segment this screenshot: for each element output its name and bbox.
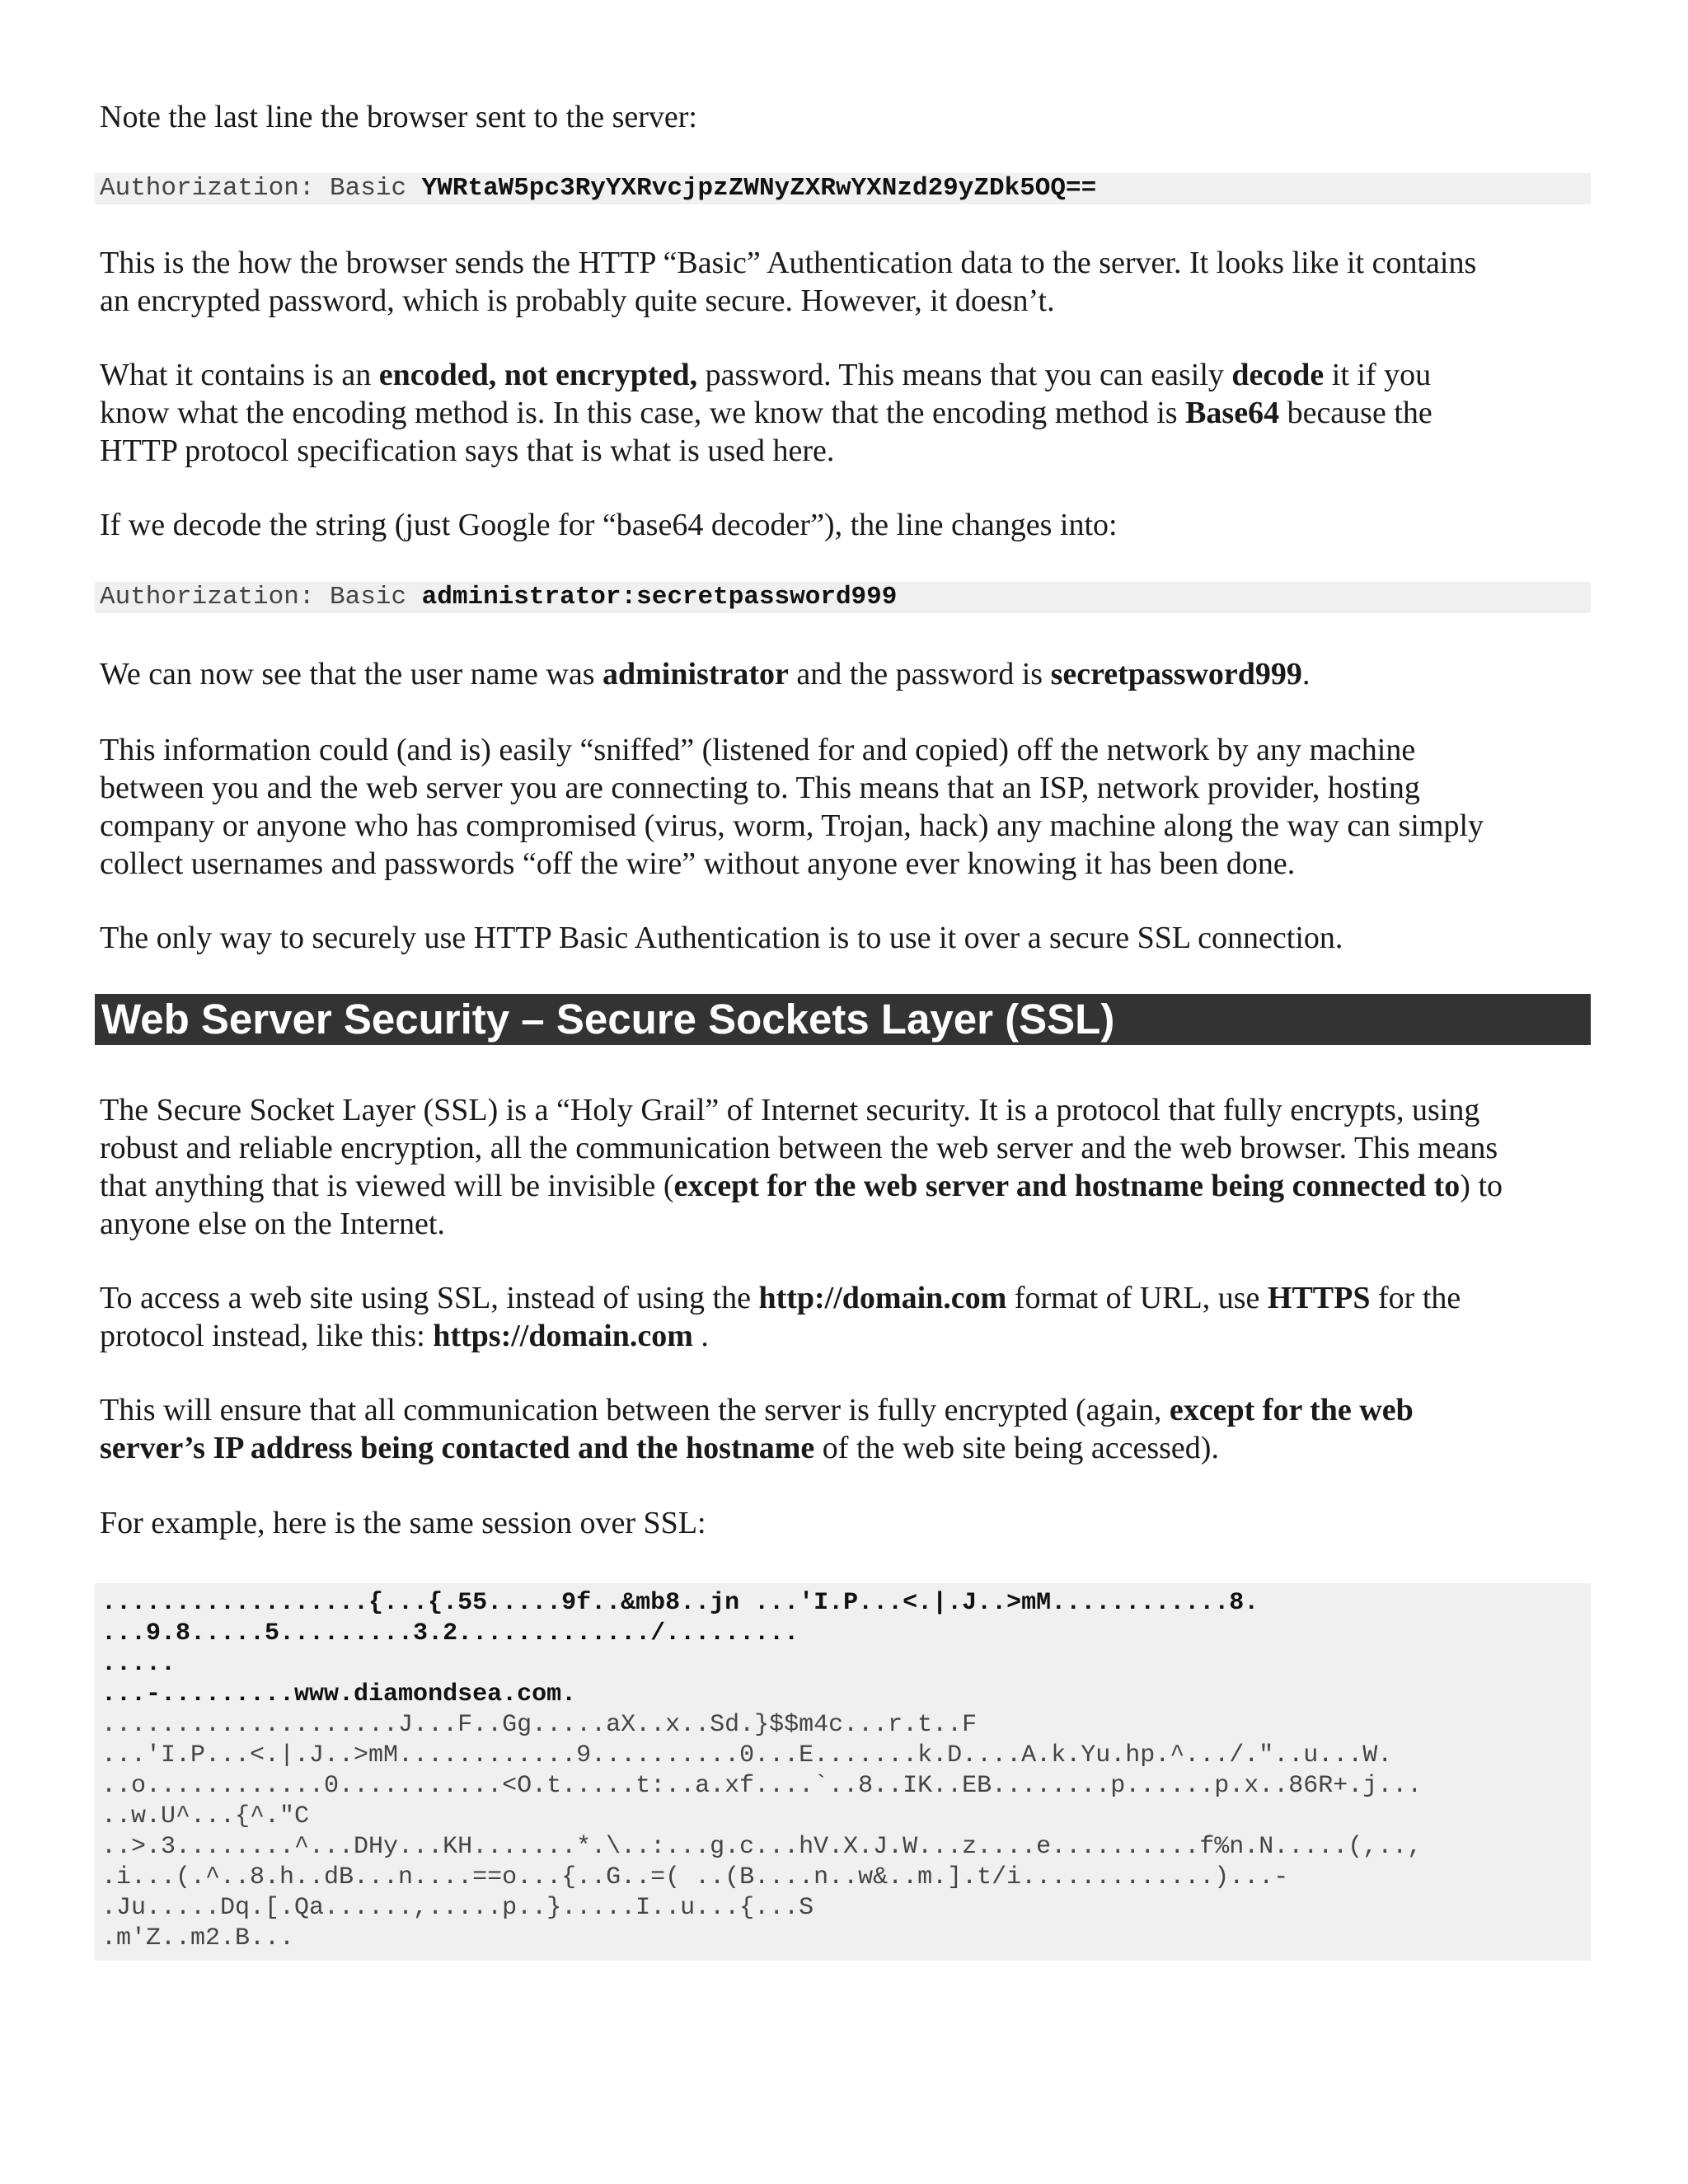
dump-line: ....................J...F..Gg.....aX..x..Sd.}$$m4c...r.t..F: [101, 1711, 978, 1739]
intro-paragraph: Note the last line the browser sent to the server:: [100, 100, 697, 134]
text-run: it if you: [1324, 358, 1432, 392]
text-run: To access a web site using SSL, instead of using the: [100, 1281, 759, 1315]
dump-line: ..w.U^...{^."C: [101, 1802, 310, 1830]
ssl-packet-dump: [95, 1583, 1591, 1961]
auth-header-encoded: [95, 173, 1591, 204]
sniffing-paragraph: [100, 731, 1592, 883]
text-run: .: [692, 1319, 709, 1353]
dump-line: ..o............0...........<O.t.....t:..a.xf....`..8..IK..EB........p......p.x..86R+.j...: [101, 1772, 1423, 1800]
bold-text: administrator: [603, 657, 789, 691]
bold-text: decode: [1231, 358, 1325, 392]
auth-header-encoded-value: YWRtaW5pc3RyYXRvcjpzZWNyZXRwYXNzd29yZDk5OQ==: [421, 174, 1097, 203]
text-run: protocol instead, like this:: [100, 1319, 434, 1353]
auth-header-prefix: Authorization: Basic: [100, 174, 422, 203]
dump-line: .....: [101, 1650, 176, 1678]
text-run: and the password is: [788, 657, 1051, 691]
text-run: know what the encoding method is. In this case, we know that the encoding method is: [100, 396, 1186, 430]
section-heading: Web Server Security – Secure Sockets Layer (SSL): [95, 994, 1591, 1045]
bold-text: Base64: [1185, 396, 1280, 430]
dump-line: ..>.3........^...DHy...KH.......*.\..:...g.c...hV.X.J.W...z....e..........f%n.N.....(,..,: [101, 1833, 1423, 1861]
text-line: between you and the web server you are connecting to. This means that an ISP, network provider, hosting: [100, 771, 1420, 805]
dump-line: .Ju.....Dq.[.Qa......,.....p..}.....I..u...{...S: [101, 1894, 814, 1922]
text-run: of the web site being accessed).: [814, 1431, 1219, 1465]
bold-text: server’s IP address being contacted and the hostname: [100, 1431, 815, 1465]
text-line: HTTP protocol specification says that is what is used here.: [100, 434, 835, 468]
text-run: .: [1301, 657, 1311, 691]
text-line: This is the how the browser sends the HTTP “Basic” Authentication data to the server. It looks like it contains: [100, 246, 1477, 280]
https-paragraph: [100, 1279, 1592, 1355]
text-line: [100, 1167, 1592, 1205]
dump-line: .i...(.^..8.h..dB...n....==o...{..G..=( ..(B....n..w&..m.].t/i.............)...-: [101, 1863, 1289, 1891]
text-line: [100, 394, 1592, 432]
text-run: ) to: [1460, 1169, 1503, 1203]
text-run: because the: [1279, 396, 1432, 430]
dump-line: ...9.8.....5.........3.2............./.........: [101, 1619, 799, 1647]
text-run: format of URL, use: [1006, 1281, 1268, 1315]
bold-text: except for the web server and hostname being connected to: [673, 1169, 1461, 1203]
text-line: robust and reliable encryption, all the communication between the web server and the web browser. This means: [100, 1131, 1498, 1165]
text-line: collect usernames and passwords “off the wire” without anyone ever knowing it has been done.: [100, 846, 1296, 881]
bold-text: HTTPS: [1267, 1281, 1371, 1315]
text-line: This information could (and is) easily “sniffed” (listened for and copied) off the network by any machine: [100, 733, 1416, 767]
text-run: We can now see that the user name was: [100, 657, 603, 691]
credentials-paragraph: [100, 655, 1592, 693]
text-run: that anything that is viewed will be invisible (: [100, 1169, 674, 1203]
text-line: [100, 356, 1592, 394]
text-line: [100, 1429, 1592, 1467]
encoding-paragraph: [100, 356, 1592, 470]
text-line: [100, 1317, 1592, 1355]
text-line: anyone else on the Internet.: [100, 1207, 445, 1241]
text-line: an encrypted password, which is probably quite secure. However, it doesn’t.: [100, 284, 1055, 318]
auth-header-decoded-value: administrator:secretpassword999: [421, 583, 898, 612]
dump-line: ...'I.P...<.|.J..>mM............9..........0...E.......k.D....A.k.Yu.hp.^.../."..u...W.: [101, 1741, 1393, 1769]
text-run: What it contains is an: [100, 358, 379, 392]
dump-line: .m'Z..m2.B...: [101, 1924, 295, 1952]
text-line: company or anyone who has compromised (virus, worm, Trojan, hack) any machine along the way can simply: [100, 808, 1484, 843]
text-line: The Secure Socket Layer (SSL) is a “Holy Grail” of Internet security. It is a protocol that fully encrypts, using: [100, 1093, 1480, 1127]
text-line: [100, 1391, 1592, 1429]
encryption-paragraph: [100, 1391, 1592, 1467]
text-run: This will ensure that all communication between the server is fully encrypted (again,: [100, 1393, 1170, 1427]
text-run: for the: [1370, 1281, 1461, 1315]
example-paragraph: For example, here is the same session over SSL:: [100, 1506, 706, 1540]
ssl-advice-paragraph: The only way to securely use HTTP Basic Authentication is to use it over a secure SSL connection.: [100, 921, 1343, 955]
text-line: [100, 1279, 1592, 1317]
text-run: password. This means that you can easily: [697, 358, 1232, 392]
bold-text: encoded, not encrypted,: [378, 358, 698, 392]
bold-text: http://domain.com: [758, 1281, 1007, 1315]
bold-text: secretpassword999: [1050, 657, 1302, 691]
auth-header-decoded: [95, 582, 1591, 613]
basic-auth-paragraph: [100, 244, 1592, 320]
bold-text: https://domain.com: [433, 1319, 693, 1353]
dump-line: ..................{...{.55.....9f..&mb8..jn ...'I.P...<.|.J..>mM............8.: [101, 1589, 1259, 1617]
bold-text: except for the web: [1169, 1393, 1414, 1427]
auth-header-prefix: Authorization: Basic: [100, 583, 422, 612]
ssl-intro-paragraph: [100, 1091, 1592, 1243]
dump-line: ...-.........www.diamondsea.com.: [101, 1680, 577, 1708]
decode-paragraph: If we decode the string (just Google for “base64 decoder”), the line changes into:: [100, 508, 1118, 542]
